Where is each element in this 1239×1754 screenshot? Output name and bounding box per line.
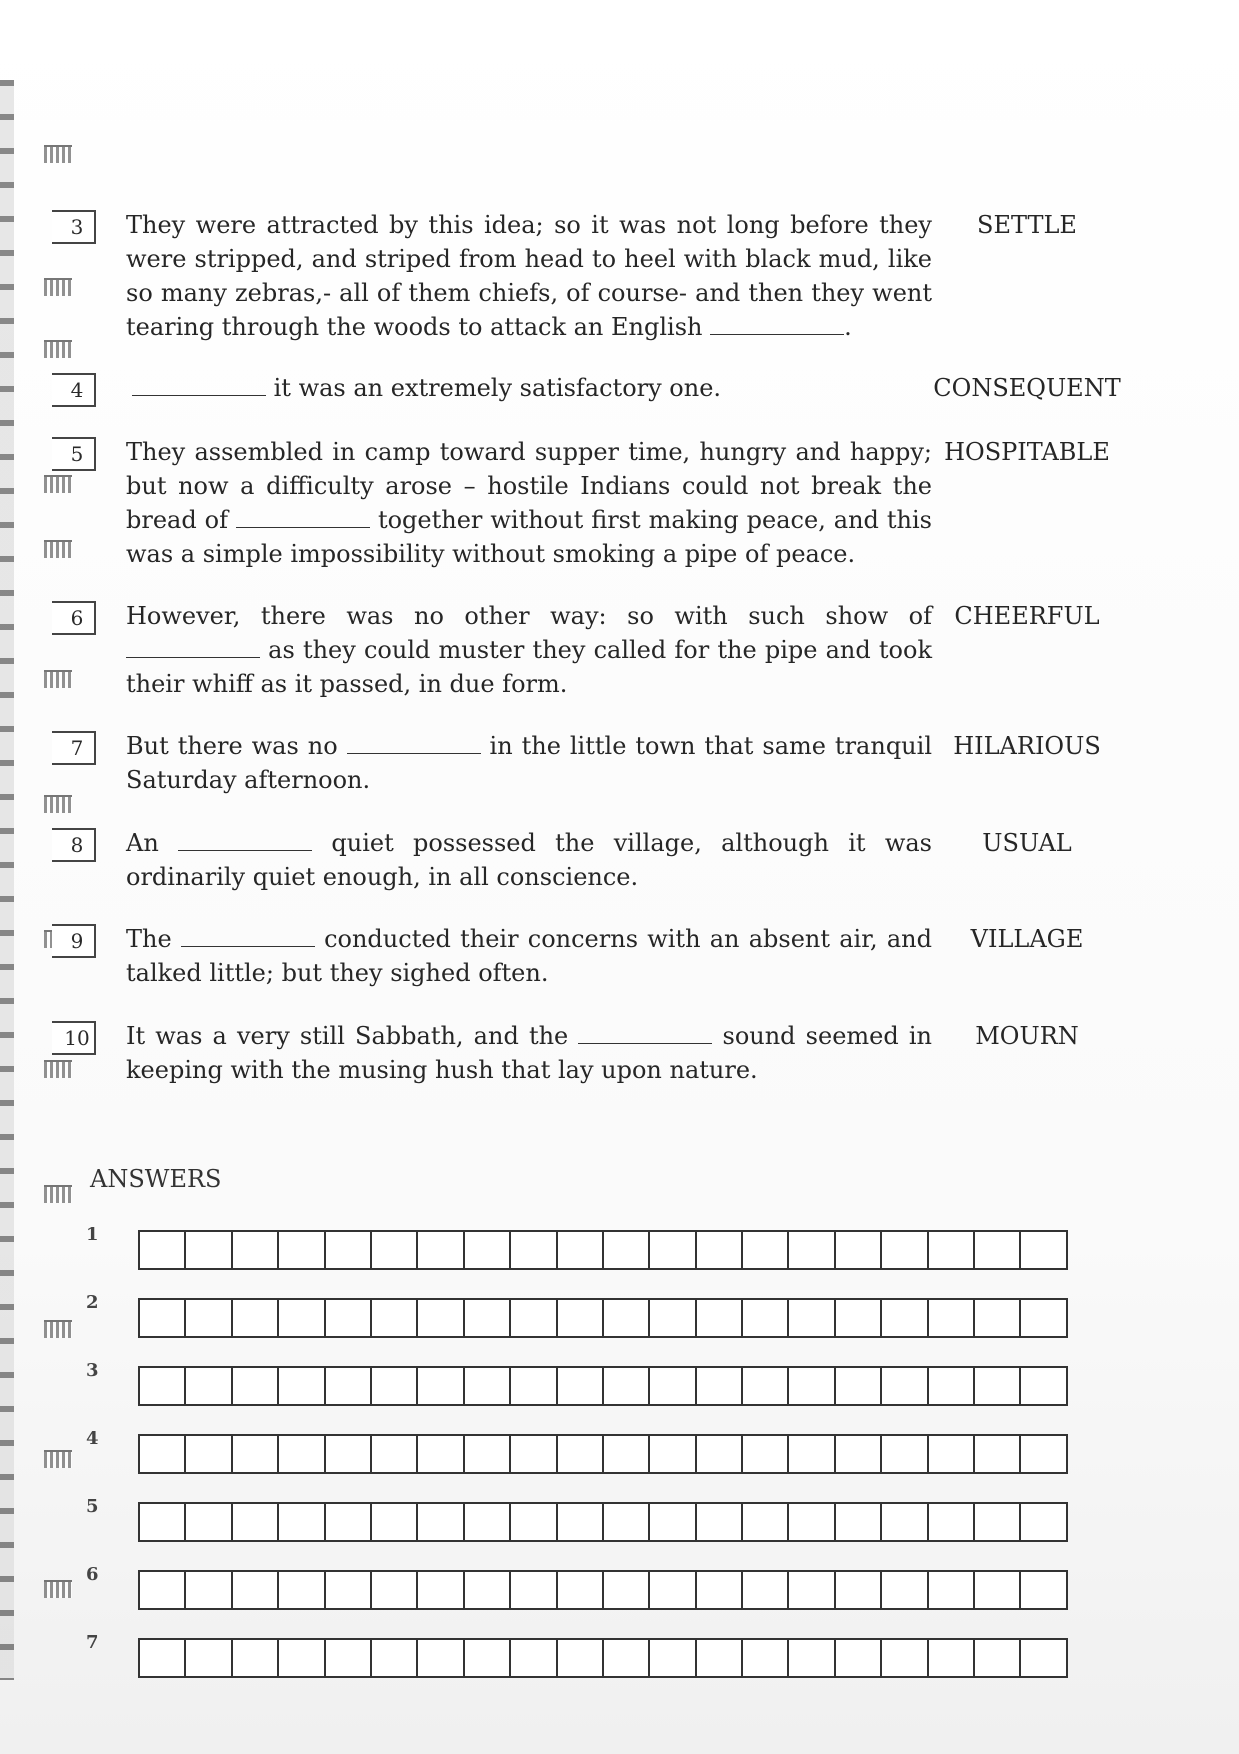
answer-cell[interactable] [140, 1638, 186, 1678]
item-number-box [52, 373, 96, 407]
answer-cell[interactable] [418, 1366, 464, 1406]
answer-cell[interactable] [186, 1570, 232, 1610]
answer-cell[interactable] [511, 1638, 557, 1678]
answer-cell[interactable] [186, 1502, 232, 1542]
answer-cell[interactable] [836, 1230, 882, 1270]
answer-cell[interactable] [558, 1570, 604, 1610]
answer-cell[interactable] [650, 1298, 696, 1338]
answers-heading: ANSWERS [90, 1165, 222, 1193]
answer-cell[interactable] [650, 1570, 696, 1610]
answer-cell[interactable] [140, 1570, 186, 1610]
answer-row [78, 1224, 1118, 1270]
item-sentence: They assembled in camp toward supper time, hungry and happy; but now a difficulty arose – hostile Indians could not break the bread of together without first making peace, and this was a simple impossibility without smoking a pipe of peace. [126, 438, 932, 568]
item-number: 5 [70, 442, 84, 466]
answer-cell[interactable] [1021, 1298, 1067, 1338]
answer-cell[interactable] [465, 1230, 511, 1270]
answer-blank[interactable] [132, 375, 266, 396]
answer-cell[interactable] [697, 1434, 743, 1474]
answer-cell[interactable] [233, 1230, 279, 1270]
answer-cell[interactable] [186, 1638, 232, 1678]
answer-cell[interactable] [743, 1366, 789, 1406]
answer-cell[interactable] [372, 1298, 418, 1338]
answer-cell[interactable] [697, 1638, 743, 1678]
binding-ring [44, 475, 72, 493]
item-number: 9 [70, 929, 84, 953]
answer-cell[interactable] [650, 1434, 696, 1474]
answer-cell[interactable] [1021, 1570, 1067, 1610]
answer-cell[interactable] [279, 1502, 325, 1542]
answer-cell[interactable] [650, 1638, 696, 1678]
binding-ring [44, 1580, 72, 1598]
item-number: 7 [70, 736, 84, 760]
item-number: 10 [64, 1026, 90, 1050]
answer-cell[interactable] [1021, 1502, 1067, 1542]
answer-row-number: 1 [86, 1224, 99, 1245]
answer-cell[interactable] [697, 1230, 743, 1270]
answer-cell[interactable] [882, 1298, 928, 1338]
answer-cell[interactable] [789, 1502, 835, 1542]
answer-row [78, 1564, 1118, 1610]
item-number-box [52, 731, 96, 765]
answer-cell[interactable] [372, 1638, 418, 1678]
answer-cell[interactable] [279, 1434, 325, 1474]
answer-row [78, 1496, 1118, 1542]
answer-blank[interactable] [710, 314, 844, 335]
answer-cell[interactable] [233, 1502, 279, 1542]
binding-ring [44, 278, 72, 296]
answer-cell[interactable] [789, 1570, 835, 1610]
item-sentence: But there was no in the little town that same tranquil Saturday afternoon. [126, 732, 932, 794]
answer-grid[interactable] [138, 1366, 1068, 1406]
answer-cell[interactable] [743, 1570, 789, 1610]
answer-cell[interactable] [882, 1570, 928, 1610]
answer-cell[interactable] [975, 1638, 1021, 1678]
answer-blank[interactable] [178, 830, 312, 851]
item-number: 3 [70, 215, 84, 239]
answer-cell[interactable] [604, 1230, 650, 1270]
binding-ring [44, 1320, 72, 1338]
answer-cell[interactable] [697, 1570, 743, 1610]
answer-cell[interactable] [418, 1230, 464, 1270]
answer-cell[interactable] [372, 1434, 418, 1474]
binding-ring [44, 1450, 72, 1468]
answer-cell[interactable] [604, 1638, 650, 1678]
answer-cell[interactable] [326, 1434, 372, 1474]
answer-cell[interactable] [418, 1434, 464, 1474]
answer-cell[interactable] [836, 1298, 882, 1338]
answer-cell[interactable] [372, 1230, 418, 1270]
answer-cell[interactable] [140, 1298, 186, 1338]
answer-cell[interactable] [465, 1434, 511, 1474]
answer-cell[interactable] [650, 1366, 696, 1406]
item-keyword: USUAL [982, 829, 1072, 857]
answer-cell[interactable] [418, 1570, 464, 1610]
answer-cell[interactable] [233, 1570, 279, 1610]
answer-cell[interactable] [233, 1298, 279, 1338]
item-sentence: It was a very still Sabbath, and the sound seemed in keeping with the musing hush that lay upon nature. [126, 1022, 932, 1084]
answer-row [78, 1632, 1118, 1678]
answer-cell[interactable] [140, 1502, 186, 1542]
binding-ring [44, 795, 72, 813]
answer-cell[interactable] [558, 1638, 604, 1678]
answer-cell[interactable] [882, 1434, 928, 1474]
item-sentence: However, there was no other way: so with such show of as they could muster they called for the pipe and took their whiff as it passed, in due form. [126, 602, 932, 698]
item-keyword: CHEERFUL [954, 602, 1100, 630]
answer-row-number: 5 [86, 1496, 99, 1517]
answer-row [78, 1292, 1118, 1338]
answer-cell[interactable] [929, 1434, 975, 1474]
item-number-box [52, 210, 96, 244]
item-sentence: They were attracted by this idea; so it was not long before they were stripped, and striped from head to heel with black mud, like so many zebras,- all of them chiefs, of course- and then they went tearing through the woods to attack an English . [126, 211, 932, 341]
binding-ring [44, 340, 72, 358]
answer-grid[interactable] [138, 1570, 1068, 1610]
answer-blank[interactable] [126, 637, 260, 658]
answer-cell[interactable] [975, 1502, 1021, 1542]
answer-row [78, 1428, 1118, 1474]
answer-cell[interactable] [372, 1502, 418, 1542]
answer-blank[interactable] [578, 1023, 712, 1044]
answer-cell[interactable] [1021, 1230, 1067, 1270]
answer-cell[interactable] [558, 1502, 604, 1542]
answer-cell[interactable] [604, 1502, 650, 1542]
answer-cell[interactable] [743, 1434, 789, 1474]
answer-cell[interactable] [836, 1570, 882, 1610]
answer-cell[interactable] [186, 1366, 232, 1406]
answer-cell[interactable] [975, 1298, 1021, 1338]
answer-cell[interactable] [882, 1366, 928, 1406]
item-number-box [52, 828, 96, 862]
answer-cell[interactable] [511, 1502, 557, 1542]
answer-cell[interactable] [233, 1638, 279, 1678]
answer-cell[interactable] [789, 1638, 835, 1678]
answer-cell[interactable] [186, 1230, 232, 1270]
answer-cell[interactable] [465, 1638, 511, 1678]
answer-cell[interactable] [882, 1230, 928, 1270]
item-sentence: The conducted their concerns with an absent air, and talked little; but they sighed often. [126, 925, 932, 987]
answer-cell[interactable] [418, 1298, 464, 1338]
answer-grid[interactable] [138, 1502, 1068, 1542]
answer-grid[interactable] [138, 1434, 1068, 1474]
answer-cell[interactable] [743, 1638, 789, 1678]
item-keyword: HILARIOUS [953, 732, 1101, 760]
item-keyword: MOURN [975, 1022, 1079, 1050]
answer-cell[interactable] [929, 1570, 975, 1610]
answer-cell[interactable] [929, 1298, 975, 1338]
answer-cell[interactable] [326, 1298, 372, 1338]
answer-cell[interactable] [326, 1570, 372, 1610]
answer-cell[interactable] [418, 1502, 464, 1542]
item-number-box [52, 601, 96, 635]
answer-cell[interactable] [279, 1298, 325, 1338]
answer-cell[interactable] [882, 1638, 928, 1678]
answer-cell[interactable] [789, 1298, 835, 1338]
item-keyword: SETTLE [977, 211, 1077, 239]
answer-row [78, 1360, 1118, 1406]
item-number: 4 [70, 378, 84, 402]
answer-cell[interactable] [511, 1298, 557, 1338]
answer-cell[interactable] [233, 1434, 279, 1474]
answer-cell[interactable] [186, 1434, 232, 1474]
answer-cell[interactable] [279, 1638, 325, 1678]
answer-cell[interactable] [929, 1638, 975, 1678]
answer-cell[interactable] [233, 1366, 279, 1406]
answer-cell[interactable] [140, 1434, 186, 1474]
answer-blank[interactable] [181, 926, 315, 947]
answer-cell[interactable] [975, 1434, 1021, 1474]
answer-cell[interactable] [558, 1298, 604, 1338]
answer-cell[interactable] [650, 1230, 696, 1270]
answer-cell[interactable] [1021, 1638, 1067, 1678]
answer-cell[interactable] [604, 1298, 650, 1338]
binding-ring [44, 1060, 72, 1078]
answer-cell[interactable] [697, 1366, 743, 1406]
answer-cell[interactable] [929, 1502, 975, 1542]
answer-cell[interactable] [279, 1570, 325, 1610]
answer-cell[interactable] [697, 1502, 743, 1542]
answer-cell[interactable] [1021, 1434, 1067, 1474]
binding-ring [44, 540, 72, 558]
answer-cell[interactable] [511, 1434, 557, 1474]
item-keyword: CONSEQUENT [933, 374, 1121, 402]
answer-cell[interactable] [511, 1230, 557, 1270]
answer-row-number: 7 [86, 1632, 99, 1653]
answer-cell[interactable] [975, 1570, 1021, 1610]
answer-cell[interactable] [650, 1502, 696, 1542]
answer-cell[interactable] [975, 1366, 1021, 1406]
answer-cell[interactable] [465, 1570, 511, 1610]
answer-cell[interactable] [882, 1502, 928, 1542]
answer-cell[interactable] [326, 1502, 372, 1542]
answer-cell[interactable] [743, 1298, 789, 1338]
answer-cell[interactable] [836, 1366, 882, 1406]
answer-row-number: 6 [86, 1564, 99, 1585]
item-sentence: An quiet possessed the village, although it was ordinarily quiet enough, in all conscience. [126, 829, 932, 891]
answer-cell[interactable] [186, 1298, 232, 1338]
answer-cell[interactable] [604, 1366, 650, 1406]
answer-row-number: 4 [86, 1428, 99, 1449]
answer-cell[interactable] [789, 1230, 835, 1270]
answer-cell[interactable] [326, 1638, 372, 1678]
answer-cell[interactable] [372, 1366, 418, 1406]
answer-cell[interactable] [604, 1434, 650, 1474]
answer-cell[interactable] [975, 1230, 1021, 1270]
answer-cell[interactable] [511, 1366, 557, 1406]
answer-cell[interactable] [743, 1502, 789, 1542]
answer-cell[interactable] [279, 1366, 325, 1406]
answer-cell[interactable] [326, 1366, 372, 1406]
binding-ring [44, 1185, 72, 1203]
binding-ring [44, 145, 72, 163]
item-number: 8 [70, 833, 84, 857]
answer-cell[interactable] [789, 1434, 835, 1474]
answer-row-number: 2 [86, 1292, 99, 1313]
answer-blank[interactable] [236, 507, 370, 528]
item-keyword: VILLAGE [970, 925, 1084, 953]
item-number-box [52, 924, 96, 958]
item-number-box [52, 1021, 96, 1055]
answer-cell[interactable] [558, 1230, 604, 1270]
spiral-binding [0, 80, 14, 1680]
answer-cell[interactable] [929, 1366, 975, 1406]
answer-cell[interactable] [511, 1570, 557, 1610]
answer-cell[interactable] [326, 1230, 372, 1270]
answer-cell[interactable] [836, 1638, 882, 1678]
answer-cell[interactable] [279, 1230, 325, 1270]
answer-cell[interactable] [465, 1502, 511, 1542]
answer-cell[interactable] [929, 1230, 975, 1270]
answer-cell[interactable] [418, 1638, 464, 1678]
answer-cell[interactable] [1021, 1366, 1067, 1406]
answer-cell[interactable] [140, 1366, 186, 1406]
answer-cell[interactable] [697, 1298, 743, 1338]
item-number-box [52, 437, 96, 471]
answer-cell[interactable] [604, 1570, 650, 1610]
answer-cell[interactable] [465, 1366, 511, 1406]
answer-cell[interactable] [558, 1434, 604, 1474]
answer-cell[interactable] [372, 1570, 418, 1610]
answer-cell[interactable] [836, 1502, 882, 1542]
answer-cell[interactable] [743, 1230, 789, 1270]
answer-grid[interactable] [138, 1230, 1068, 1270]
answer-row-number: 3 [86, 1360, 99, 1381]
answer-grid[interactable] [138, 1638, 1068, 1678]
answer-blank[interactable] [347, 733, 481, 754]
answer-cell[interactable] [465, 1298, 511, 1338]
binding-ring [44, 670, 72, 688]
item-keyword: HOSPITABLE [944, 438, 1110, 466]
answer-cell[interactable] [836, 1434, 882, 1474]
answer-cell[interactable] [140, 1230, 186, 1270]
answer-grid[interactable] [138, 1298, 1068, 1338]
item-sentence: it was an extremely satisfactory one. [126, 371, 932, 405]
item-number: 6 [70, 606, 84, 630]
answer-cell[interactable] [789, 1366, 835, 1406]
answer-cell[interactable] [558, 1366, 604, 1406]
